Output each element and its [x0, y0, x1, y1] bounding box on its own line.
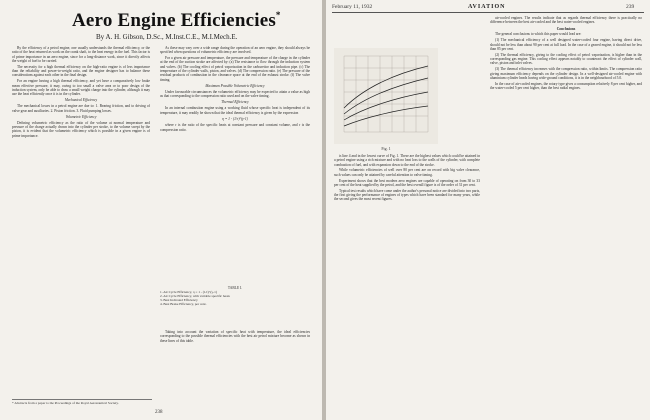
running-date: February 11, 1932	[332, 4, 373, 10]
table-row: 1. Air Cycle Efficiency, η = 1 - (1/r)^(γ-1)	[160, 290, 217, 294]
right-page	[326, 0, 650, 420]
paragraph: As these may vary over a wide range during the operation of an aero engine, they should always be specified when questions of volumetric efficiency are involved.	[160, 46, 310, 55]
paragraph: In the case of air-cooled engines, the rotary type gives a consumption relatively 8 per cent higher, and the water-cooled 5 per cent higher, than the best radial engines.	[490, 81, 642, 91]
title-footnote-mark: *	[275, 10, 281, 20]
article-byline: By A. H. Gibson, D.Sc., M.Inst.C.E., M.I.Mech.E.	[96, 33, 238, 41]
table-row: 4. Best Brake Efficiency, per cent.	[160, 302, 207, 306]
section-heading: Maximum Possible Volumetric Efficiency	[205, 83, 265, 88]
right-column-1	[334, 154, 480, 414]
right-column-2	[490, 16, 642, 414]
paragraph: Under favourable circumstances the volumetric efficiency may be expected to attain a value as high as that corresponding to the compression ratio used and on the valve timing.	[160, 89, 310, 99]
paragraph: where r is the ratio of the specific heats at constant pressure and constant volume, and r is the compression ratio.	[160, 123, 310, 132]
figure-caption: Fig. 1	[381, 146, 391, 151]
footnote: * Abstracts from a paper to the Proceedings of the Royal Aeronautical Society.	[12, 399, 152, 405]
paragraph: air-cooled engines. The results indicate that as regards thermal efficiency there is practically no difference between the best air-cooled and the best water-cooled engines.	[490, 16, 642, 25]
table-title: TABLE I.	[227, 286, 243, 290]
section-heading: Conclusions	[556, 26, 576, 31]
paragraph: is line 4 and in the lowest curve of Fig. 1. These are the highest values which could be attained in a petrol engine using a rich mixture and with no heat loss to the walls of the cylinder, with complete combustion of fuel, and with expansion down to the end of the stroke.	[334, 154, 480, 167]
section-heading: Volumetric Efficiency	[65, 114, 97, 119]
left-page	[0, 0, 322, 420]
left-column-2	[160, 46, 310, 282]
section-heading: Mechanical Efficiency	[64, 98, 98, 103]
paragraph: While volumetric efficiencies of well over 80 per cent are on record with big valve clearance, such values can only be attained by careful attention to valve timing.	[334, 168, 480, 177]
paragraph: The mechanical losses in a petrol engine are due to: 1. Bearing friction, and to driving of valve gear and auxiliaries. 2. Piston friction. 3. Fluid pumping losses.	[12, 104, 150, 113]
paragraph: The necessity for a high thermal efficiency on the high-ratio engine is of less importance than the reliability and power-to-weight ratio, and the engine designer has to balance these considerations against each other in the final design.	[12, 64, 150, 78]
efficiency-curves-figure	[334, 48, 438, 144]
header-rule	[332, 12, 644, 13]
table-row: 2. Air Cycle Efficiency, with variable specific heats	[160, 294, 230, 298]
paragraph: By the efficiency of a petrol engine, one usually understands the thermal efficiency, or the ratio of the heat returned as work on the crank shaft, to the heat energy in the fuel. This factor is of prime importance in an aero engine, since for a long-distance work, since it directly affects the weight of fuel to be carried.	[12, 46, 150, 63]
paragraph: Typical test results which have come under the author's personal notice are divided into two parts, the first giving the performance of engines of types which have been standard for many years, while the second gives the most recent figures.	[334, 188, 480, 202]
paragraph: (3) The thermal efficiency increases with the compression ratio, within limits. The compression ratio giving maximum efficiency depends on the cylinder design. In a well-designed air-cooled engine with aluminium cylinder heads having wide-ground conditions, it is in the neighbourhood of 5.0.	[490, 67, 642, 80]
paragraph: For a given air pressure and temperature, the pressure and temperature of the charge in the cylinder at the end of the suction stroke are affected by: (a) The resistance to flow through the induction system and valves. (b) The cooling effect of petrol vaporisation in the carburettor and induction pipe. (c) The temperature of the cylinder walls, piston, and valves. (d) The compression ratio. (e) The pressure of the residual products of combustion in the clearance space at the end of the exhaust stroke. (f) The valve timing.	[160, 56, 310, 82]
paragraph: Defining volumetric efficiency as the ratio of the volume at normal temperature and pressure of the charge actually drawn into the cylinder per stroke, to the volume swept by the piston, it is evident that the volumetric efficiency which is possible in a given engine is of prime importance.	[12, 120, 150, 138]
paragraph: In an internal combustion engine using a working fluid whose specific heat is independent of its temperature, it may readily be shown that the ideal thermal efficiency is given by the expression	[160, 106, 310, 115]
page-number: 238	[155, 410, 163, 415]
paragraph: (2) The thermal efficiency, giving to the cooling effect of petrol vaporization, is higher than in the corresponding gas engine. This cooling effect appears notably to counteract the effect of cylinder wall, valve, piston and inlet valves.	[490, 52, 642, 66]
paragraph: The general conclusions to which this paper would lead are:	[495, 32, 582, 37]
article-title: Aero Engine Efficiencies*	[72, 10, 281, 31]
efficiency-table	[160, 286, 310, 324]
paragraph: Taking into account the variation of specific heat with temperature, the ideal efficiencies corresponding to the possible thermal efficiencies with the best air petrol mixture become as shown in these lines of this table.	[160, 330, 310, 343]
section-heading: Thermal Efficiency	[221, 100, 249, 105]
left-column-1	[12, 46, 150, 396]
figure-background	[334, 48, 438, 144]
paragraph: For an engine having a high thermal efficiency, and yet have a comparatively low brake mean effective pressure, it may, owing to too small a valve area or to poor design of the induction system, only be able to draw a small weight charge into the cylinder, although it may use the heat efficiently once it is in the cylinder.	[12, 79, 150, 97]
table-row: 3. Best Indicated Efficiency	[160, 298, 198, 302]
efficiency-equation: η = 1 - (1/r)^(γ-1)	[222, 116, 248, 121]
running-title: AVIATION	[468, 4, 506, 10]
left-column-2-continued	[160, 330, 310, 396]
running-page-number: 239	[626, 4, 635, 10]
paragraph: Experiment shows that the best modern aero engines are capable of operating on from 30 to 33 per cent of the heat supplied by the petrol, and the best overall figure is of the order of 31 per cent.	[334, 178, 480, 187]
paragraph: (1) The mechanical efficiency of a well designed water-cooled four engine, having direct drive, should not be less than about 90 per cent at full load. In the case of a geared engine, it should not be less than 85 per cent.	[490, 38, 642, 51]
